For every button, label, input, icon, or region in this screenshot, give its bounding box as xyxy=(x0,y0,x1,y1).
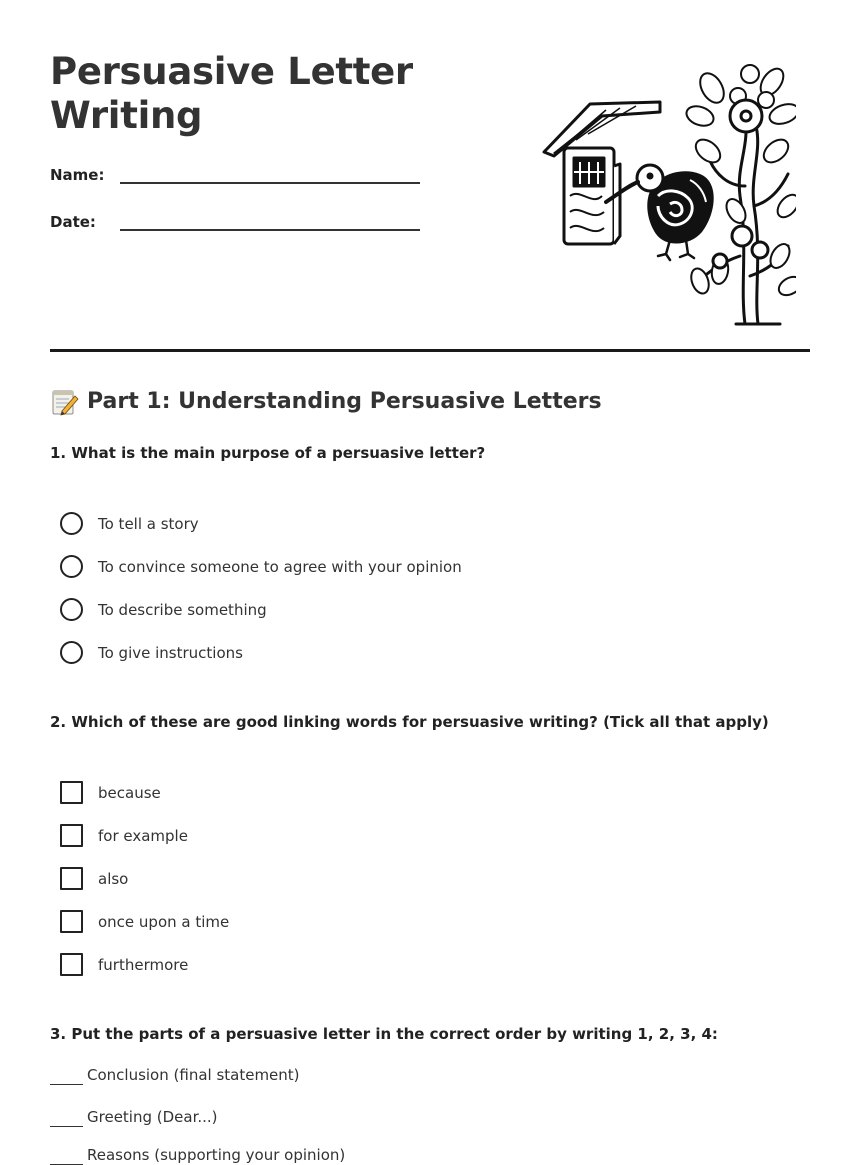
q2-option-5[interactable] xyxy=(60,953,188,976)
q3-order-item-3 xyxy=(50,1146,345,1165)
radio-button[interactable] xyxy=(60,641,83,664)
kiwi-birdhouse-illustration xyxy=(540,56,796,326)
order-item-label: Reasons (supporting your opinion) xyxy=(87,1146,346,1164)
page-title xyxy=(50,50,510,138)
radio-button[interactable] xyxy=(60,512,83,535)
name-field xyxy=(50,164,420,184)
q1-option-4[interactable] xyxy=(60,641,243,664)
order-item-label: Greeting (Dear...) xyxy=(87,1108,218,1126)
part-1-title-text: Part 1: Understanding Persuasive Letters xyxy=(87,389,602,414)
option-label: because xyxy=(98,783,161,802)
order-number-blank[interactable] xyxy=(50,1146,83,1165)
q3-order-item-1 xyxy=(50,1066,300,1085)
checkbox[interactable] xyxy=(60,824,83,847)
checkbox[interactable] xyxy=(60,953,83,976)
q1-option-1[interactable] xyxy=(60,512,199,535)
title-line-1: Persuasive Letter xyxy=(50,50,413,93)
checkbox[interactable] xyxy=(60,910,83,933)
checkbox[interactable] xyxy=(60,781,83,804)
header-divider xyxy=(50,349,810,352)
question-3: 3. Put the parts of a persuasive letter in the correct order by writing 1, 2, 3, 4: xyxy=(50,1025,718,1043)
order-number-blank[interactable] xyxy=(50,1108,83,1127)
checkbox[interactable] xyxy=(60,867,83,890)
name-label: Name: xyxy=(50,166,105,184)
option-label: To give instructions xyxy=(98,643,243,662)
option-label: for example xyxy=(98,826,188,845)
title-line-2: Writing xyxy=(50,94,203,137)
q2-option-4[interactable] xyxy=(60,910,229,933)
memo-icon xyxy=(50,387,79,416)
q2-option-3[interactable] xyxy=(60,867,128,890)
order-item-label: Conclusion (final statement) xyxy=(87,1066,300,1084)
option-label: once upon a time xyxy=(98,912,230,931)
date-field xyxy=(50,211,420,231)
section-title-part-1 xyxy=(50,387,602,416)
q2-option-1[interactable] xyxy=(60,781,161,804)
option-label: To convince someone to agree with your opinion xyxy=(98,557,462,576)
q3-order-item-2 xyxy=(50,1108,218,1127)
question-2: 2. Which of these are good linking words for persuasive writing? (Tick all that apply) xyxy=(50,713,769,731)
order-number-blank[interactable] xyxy=(50,1066,83,1085)
date-label: Date: xyxy=(50,213,96,231)
q2-option-2[interactable] xyxy=(60,824,188,847)
name-input-line[interactable] xyxy=(120,164,420,184)
q1-option-3[interactable] xyxy=(60,598,267,621)
q1-option-2[interactable] xyxy=(60,555,462,578)
option-label: To tell a story xyxy=(98,514,199,533)
date-input-line[interactable] xyxy=(120,211,420,231)
radio-button[interactable] xyxy=(60,555,83,578)
kiwi-bird-icon xyxy=(606,165,714,260)
radio-button[interactable] xyxy=(60,598,83,621)
option-label: also xyxy=(98,869,129,888)
option-label: To describe something xyxy=(98,600,267,619)
option-label: furthermore xyxy=(98,955,189,974)
question-1: 1. What is the main purpose of a persuasive letter? xyxy=(50,444,486,462)
